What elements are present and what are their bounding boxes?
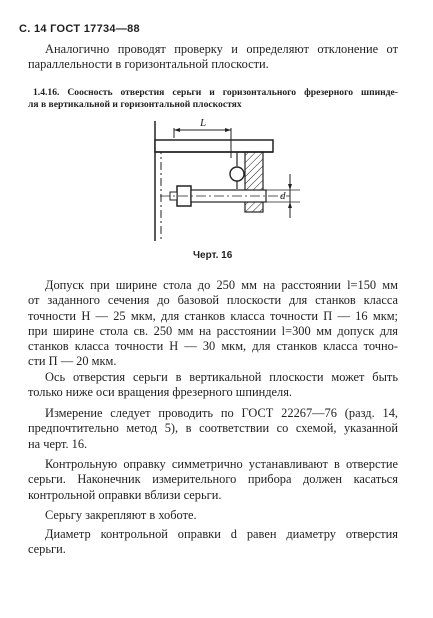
text-line: Допуск при ширине стола до 250 мм на расстоянии l=150 мм (45, 278, 398, 292)
text-line: предпочтительно метод 5), в соответствии со схемой, указанной (28, 421, 398, 436)
intro-paragraph (28, 42, 398, 73)
text-line: станков класса точности Н — 30 мкм, для станков класса точно- (28, 339, 398, 354)
text-line: Серьгу закрепляют в хоботе. (45, 508, 197, 522)
text-line: Контрольную оправку симметрично устанавливают в отверстие (45, 457, 398, 471)
text-line: Аналогично проводят проверку и определяют отклонение от (45, 42, 398, 56)
measurement-paragraph (28, 406, 398, 452)
dim-label-L: L (200, 117, 207, 129)
text-line: сти П — 20 мкм. (28, 354, 117, 369)
mandrel-paragraph (28, 457, 398, 503)
text-line: Диаметр контрольной оправки d равен диаметру отверстия (45, 527, 398, 541)
dial-indicator (230, 167, 244, 181)
text-line: серьги. (28, 542, 66, 557)
page-header: С. 14 ГОСТ 17734—88 (19, 23, 140, 35)
section-heading (28, 87, 398, 111)
fix-paragraph (28, 508, 398, 523)
text-line: от заданного сечения до базовой плоскости для станков класса (28, 293, 398, 308)
diameter-paragraph (28, 527, 398, 558)
text-line: точности Н — 25 мкм, для станков класса точности П — 16 мкм; (28, 308, 398, 323)
text-line: при ширине стола св. 250 мм на расстоянии l=300 мм допуск для (28, 323, 398, 338)
overarm (155, 140, 273, 152)
text-line: параллельности в горизонтальной плоскости. (28, 57, 269, 72)
tolerance-paragraph (28, 278, 398, 370)
axis-note-paragraph (28, 370, 398, 401)
text-line: 1.4.16. Соосность отверстия серьги и горизонтального фрезерного шпинде- (33, 87, 398, 98)
text-line: контрольной оправки вблизи серьги. (28, 487, 222, 502)
text-line: Измерение следует проводить по ГОСТ 22267—76 (разд. 14, (45, 406, 398, 420)
figure-16-diagram (150, 116, 310, 246)
text-line: на черт. 16. (28, 436, 88, 451)
figure-caption: Черт. 16 (193, 250, 233, 261)
diagram-svg (150, 116, 310, 246)
dim-label-d: d (280, 190, 286, 202)
hanger (245, 152, 263, 212)
text-line: Ось отверстия серьги в вертикальной плоскости может быть (45, 370, 398, 384)
text-line: ля в вертикальной и горизонтальной плоскостях (28, 99, 242, 110)
text-line: только ниже оси вращения фрезерного шпинделя. (28, 385, 293, 400)
text-line: серьги. Наконечник измерительного прибора должен касаться (28, 472, 398, 487)
